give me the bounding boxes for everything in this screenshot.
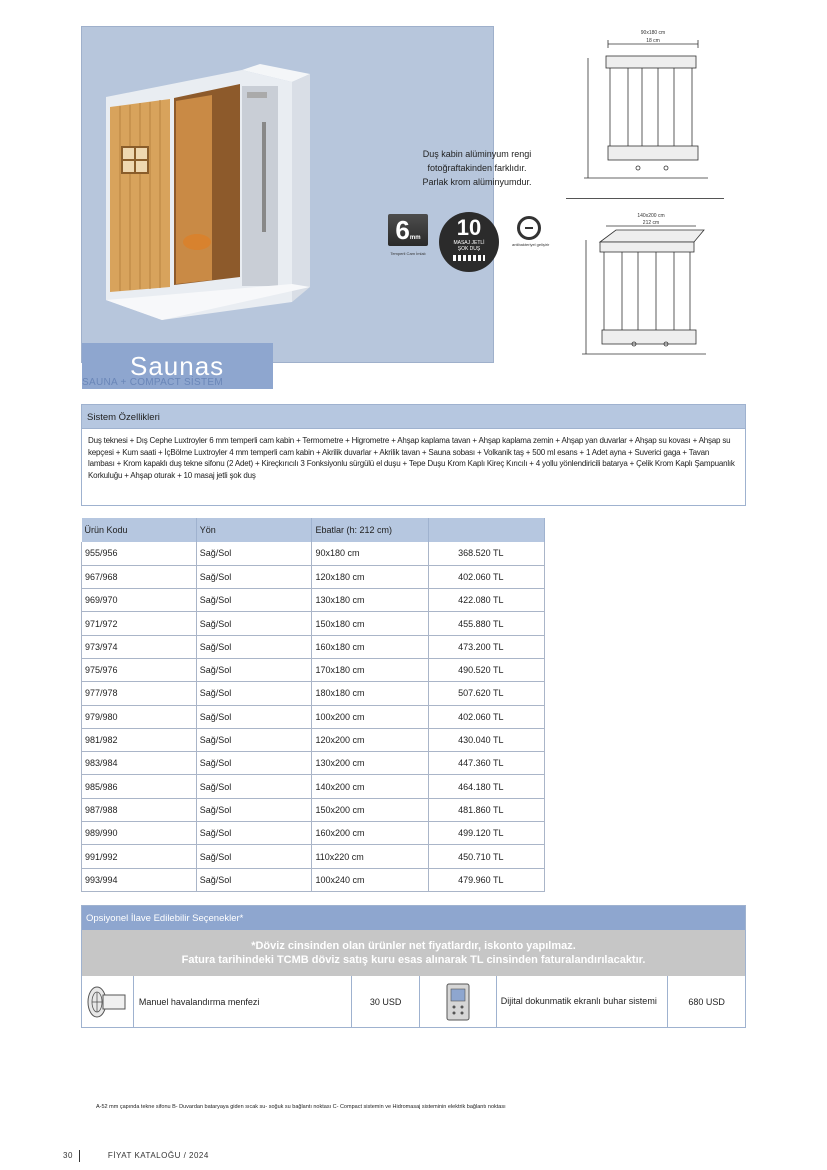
option-name-vent: Manuel havalandırma menfezi [134,976,352,1027]
header-price [429,518,545,542]
cell-price: 481.860 TL [429,798,545,821]
hero-note-line: fotoğraftakinden farklıdır. [427,163,527,173]
drawing-bottom-inner: 212 cm [642,220,660,226]
jets-icon [453,255,485,261]
drawing-bottom-width: 140x200 cm [637,213,665,219]
table-row [82,705,545,728]
features-text: Duş teknesi + Dış Cephe Luxtroyler 6 mm temperli cam kabin + Termometre + Higrometre + Ahşap kaplama tavan + Ahşap kaplama zemin + Ahşap yan duvarlar + Ahşap su kovası + Ahşap su kepçesi + Kum saati + İçBölme Luxtroyler 4 mm temperli cam kabin + Akrilik duvarlar + Akrilik tavan + Sauna sobası + Volkanik taş + 500 ml esans + 1 Adet ayna + Suverici gaga + Tavan lambası + Krom kapaklı duş tekne sifonu (2 Adet) + Kireçkırıcılı 3 Fonksiyonlu sürgülü el duşu + Tepe Duşu Krom Kaplı Kireç Kırıcılı + 4 yollu yönlendiricili batarya + Çelik Krom Kaplı Şampuanlık Korkuluğu + Ahşap oturak + 10 masaj jetli şok duş [88,436,735,480]
cell-price: 499.120 TL [429,822,545,845]
cell-direction: Sağ/Sol [196,728,312,751]
optional-extras [81,905,746,1028]
table-row [82,589,545,612]
cell-product-code: 987/988 [82,798,197,821]
vent-icon-cell [82,976,134,1027]
digital-steam-panel-icon [445,982,471,1022]
antibacterial-icon [517,216,541,240]
cell-product-code: 977/978 [82,682,197,705]
badge-6-unit: mm [409,235,421,241]
cell-direction: Sağ/Sol [196,868,312,891]
table-row [82,728,545,751]
page-footer [63,1150,209,1162]
badge-6-number: 6 [395,215,410,245]
page-title: Saunas [82,343,273,389]
cell-product-code: 993/994 [82,868,197,891]
cell-dimensions: 150x180 cm [312,612,429,635]
cell-dimensions: 150x200 cm [312,798,429,821]
option-price-vent: 30 USD [352,976,420,1027]
masaj-jet-badge [439,212,499,272]
currency-notice [82,930,745,976]
cell-price: 402.060 TL [429,705,545,728]
hero-note-line: Parlak krom alüminyumdur. [422,177,532,187]
header-direction: Yön [196,518,312,542]
table-row [82,612,545,635]
table-row [82,775,545,798]
cell-product-code: 973/974 [82,635,197,658]
cell-dimensions: 160x180 cm [312,635,429,658]
cell-direction: Sağ/Sol [196,542,312,565]
cell-price: 473.200 TL [429,635,545,658]
badge-10-line1: MASAJ JETLİ [453,240,485,246]
cell-product-code: 981/982 [82,728,197,751]
steam-panel-icon-cell [420,976,497,1027]
cell-dimensions: 130x200 cm [312,752,429,775]
cell-product-code: 983/984 [82,752,197,775]
cell-price: 507.620 TL [429,682,545,705]
cell-product-code: 985/986 [82,775,197,798]
cell-direction: Sağ/Sol [196,798,312,821]
cell-price: 430.040 TL [429,728,545,751]
temperli-cam-badge [388,214,428,264]
cell-direction: Sağ/Sol [196,775,312,798]
drawing-top-inner: 18 cm [646,38,660,44]
table-row [82,658,545,681]
cell-dimensions: 100x240 cm [312,868,429,891]
cell-product-code: 967/968 [82,565,197,588]
cell-dimensions: 140x200 cm [312,775,429,798]
hero-note-line: Duş kabin alüminyum rengi [422,149,532,159]
cell-dimensions: 170x180 cm [312,658,429,681]
cell-direction: Sağ/Sol [196,752,312,775]
cell-price: 464.180 TL [429,775,545,798]
cell-product-code: 979/980 [82,705,197,728]
cell-direction: Sağ/Sol [196,682,312,705]
cell-direction: Sağ/Sol [196,635,312,658]
footer-divider [79,1150,80,1162]
cell-dimensions: 120x180 cm [312,565,429,588]
cell-price: 447.360 TL [429,752,545,775]
sauna-cabin-image [92,52,392,342]
drawing-divider [566,198,724,199]
cell-price: 490.520 TL [429,658,545,681]
cell-dimensions: 100x200 cm [312,705,429,728]
badge-6-caption: Temperli Cam İmlalı [390,251,426,256]
badge-10-line2: ŞOK DUŞ [457,246,481,252]
system-features [81,404,746,506]
cell-product-code: 969/970 [82,589,197,612]
notice-line: Fatura tarihindeki TCMB döviz satış kuru esas alınarak TL cinsinden faturalandırılacaktır. [181,954,646,966]
header-dimensions: Ebatlar (h: 212 cm) [312,518,429,542]
cell-direction: Sağ/Sol [196,845,312,868]
antibacterial-badge [512,216,550,256]
cell-price: 450.710 TL [429,845,545,868]
cell-dimensions: 120x200 cm [312,728,429,751]
table-row [82,822,545,845]
cell-price: 368.520 TL [429,542,545,565]
table-row [82,682,545,705]
page-number: 30 [63,1151,73,1161]
table-row [82,635,545,658]
cell-direction: Sağ/Sol [196,565,312,588]
catalog-title: FİYAT KATALOĞU / 2024 [107,1151,209,1161]
technical-drawing-top [578,28,728,193]
cell-dimensions: 180x180 cm [312,682,429,705]
product-hero [81,26,550,381]
option-price-steam: 680 USD [688,996,725,1007]
cell-price: 455.880 TL [429,612,545,635]
cell-dimensions: 160x200 cm [312,822,429,845]
table-row [82,868,545,891]
badge-round-caption: antibakteriyel gelişirir [512,242,550,247]
cell-product-code: 989/990 [82,822,197,845]
cell-direction: Sağ/Sol [196,822,312,845]
cell-product-code: 971/972 [82,612,197,635]
cell-dimensions: 130x180 cm [312,589,429,612]
options-row [82,976,745,1027]
ventilation-vent-icon [85,984,129,1020]
table-row [82,798,545,821]
table-row [82,845,545,868]
cell-product-code: 955/956 [82,542,197,565]
features-heading: Sistem Özellikleri [82,405,745,429]
cell-price: 479.960 TL [429,868,545,891]
footnote: A-52 mm çapında tekne sifonu B- Duvardan bataryaya giden sıcak su- soğuk su bağlantı noktası C- Compact sistemin ve Hidromasaj sisteminin elektrik bağlantı noktası [96,1104,506,1110]
badge-10-number: 10 [456,215,482,240]
header-product-code: Ürün Kodu [82,518,197,542]
cell-direction: Sağ/Sol [196,658,312,681]
table-row [82,542,545,565]
cell-direction: Sağ/Sol [196,612,312,635]
table-row [82,565,545,588]
hero-note [402,147,552,189]
cell-price: 402.060 TL [429,565,545,588]
cell-direction: Sağ/Sol [196,589,312,612]
cell-dimensions: 90x180 cm [312,542,429,565]
cell-product-code: 991/992 [82,845,197,868]
option-name-steam: Dijital dokunmatik ekranlı buhar sistemi [497,976,668,1027]
technical-drawing-bottom [576,212,726,370]
cell-dimensions: 110x220 cm [312,845,429,868]
notice-line: *Döviz cinsinden olan ürünler net fiyatlardır, iskonto yapılmaz. [251,940,576,952]
table-header-row [82,518,545,542]
cell-product-code: 975/976 [82,658,197,681]
options-heading: Opsiyonel İlave Edilebilir Seçenekler* [82,906,745,930]
cell-direction: Sağ/Sol [196,705,312,728]
price-table [81,518,545,892]
section-label: SAUNA + COMPACT SİSTEM [82,377,223,388]
drawing-top-width: 90x180 cm [640,30,666,36]
table-row [82,752,545,775]
cell-price: 422.080 TL [429,589,545,612]
